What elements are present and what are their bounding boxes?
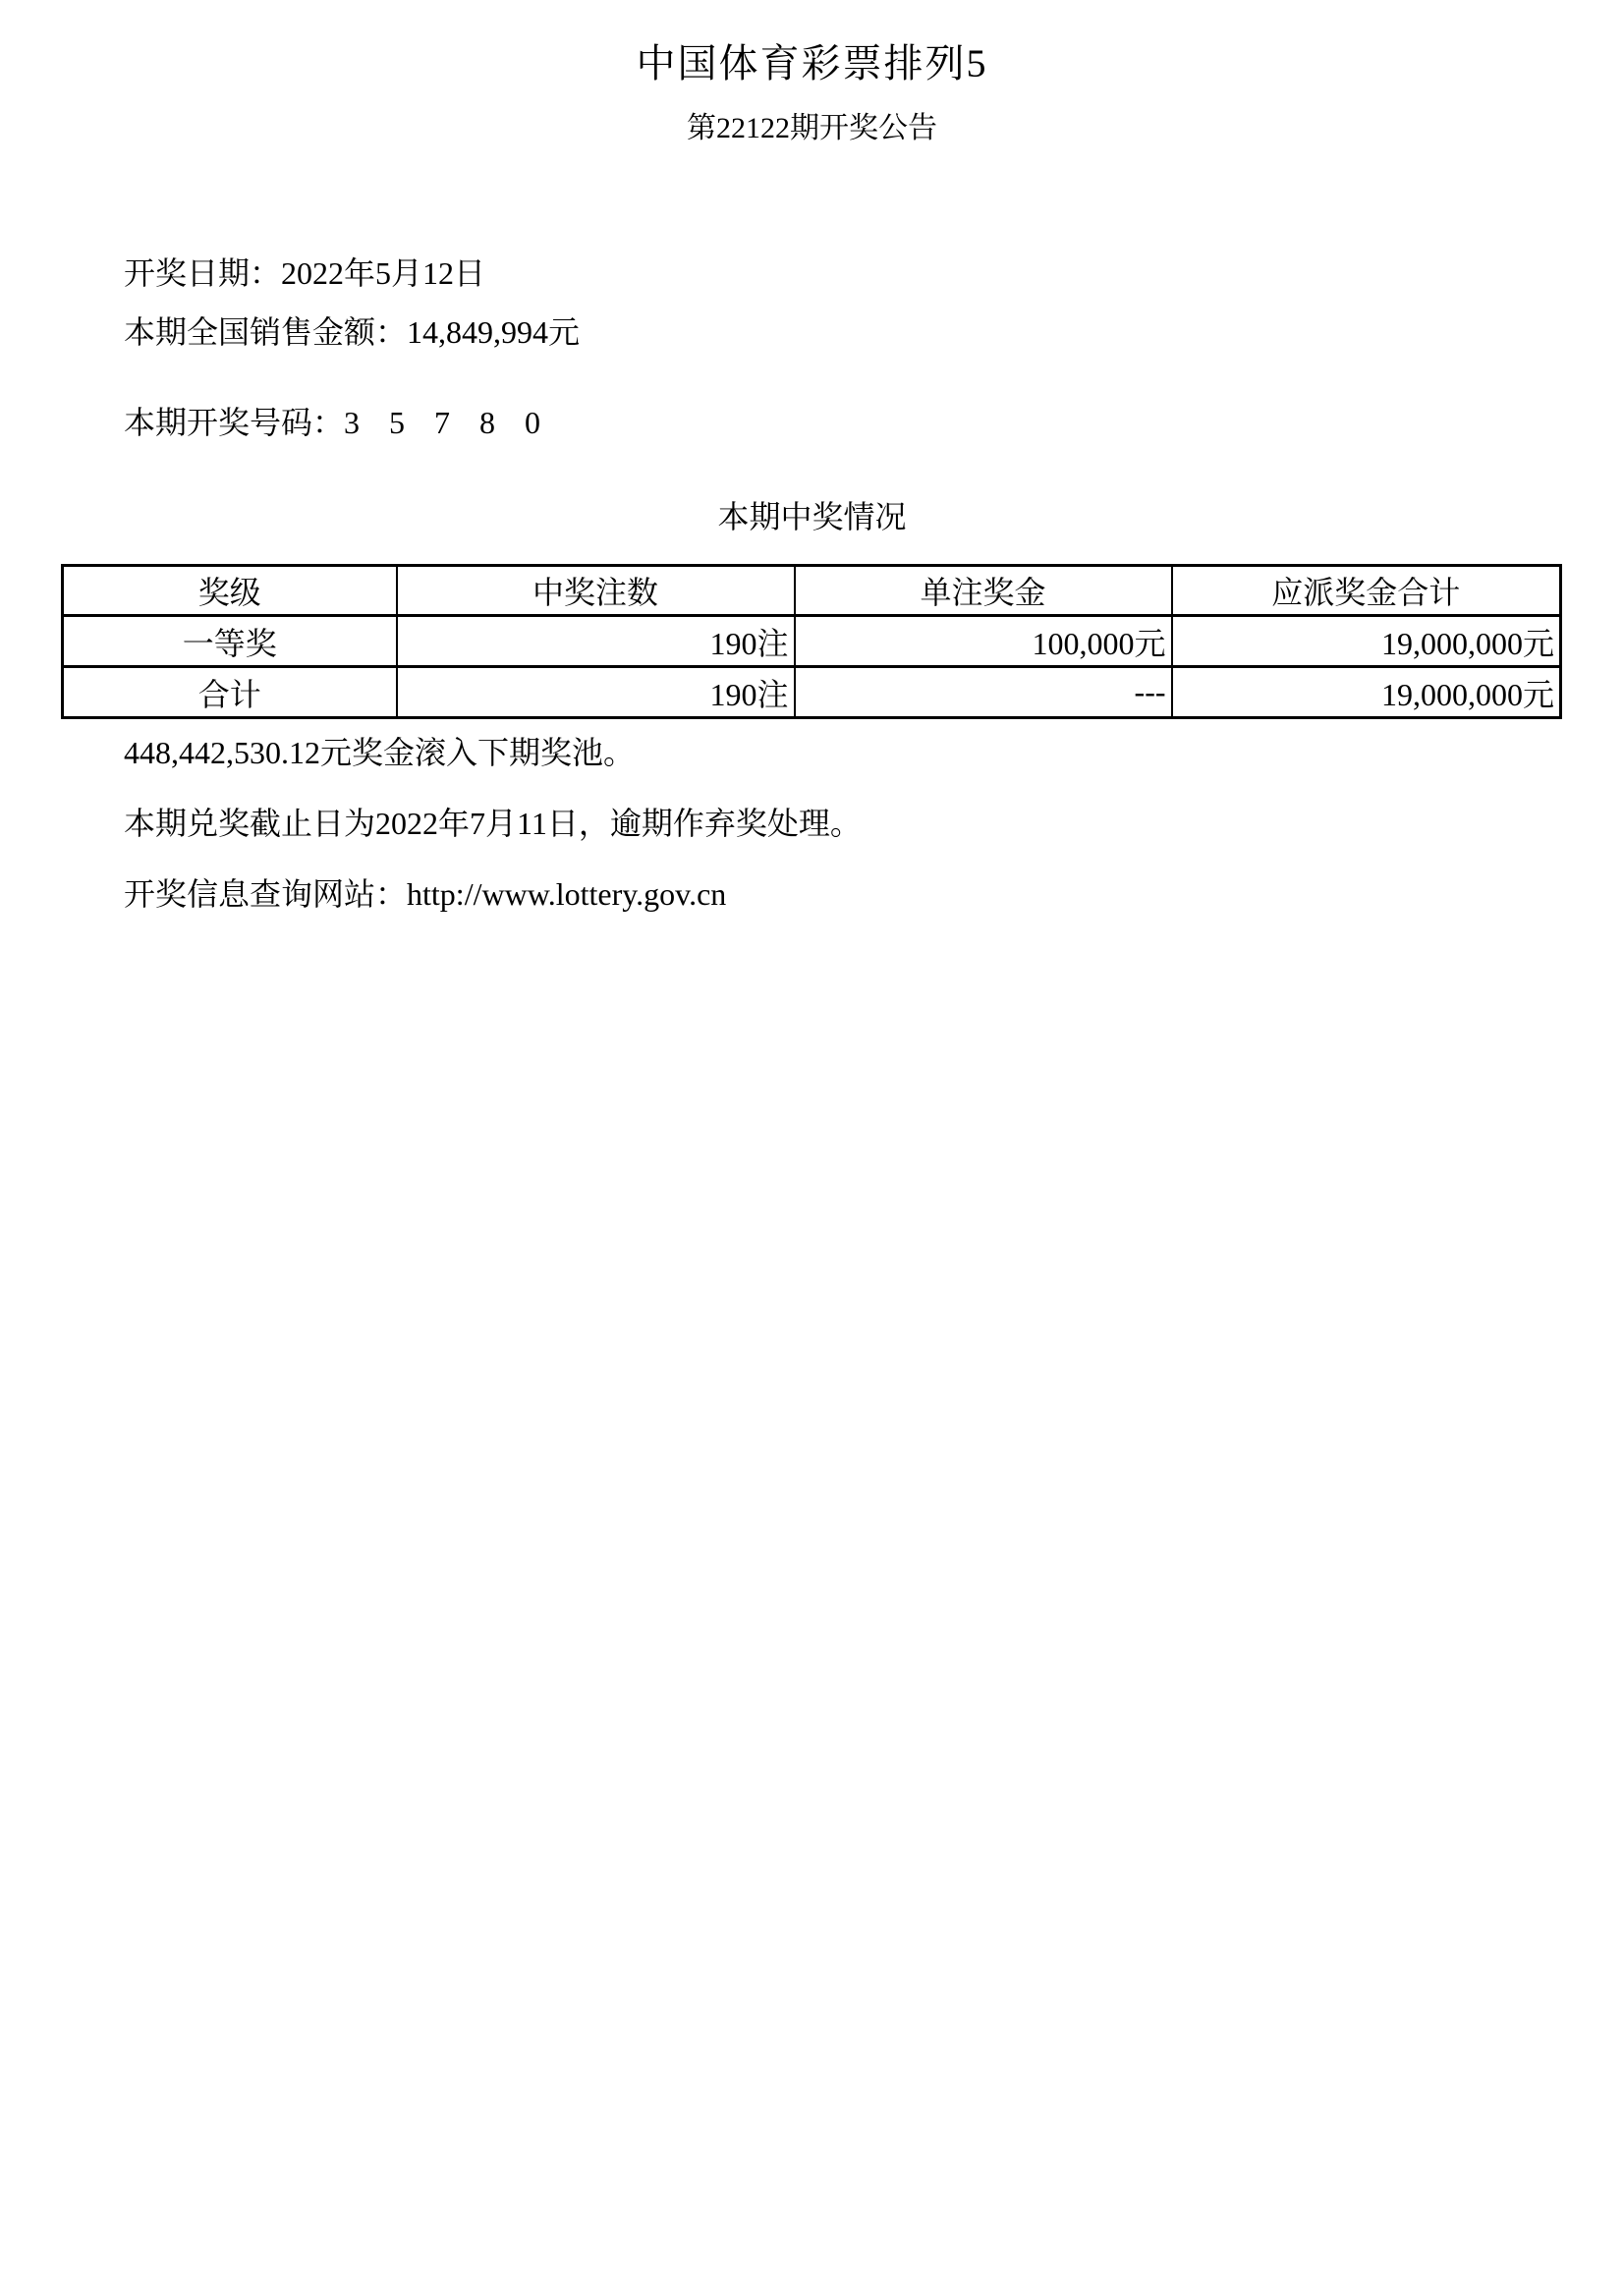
cell-winner-count: 190注 xyxy=(397,667,795,718)
deadline-line: 本期兑奖截止日为2022年7月11日，逾期作弃奖处理。 xyxy=(124,806,862,841)
winning-numbers-line xyxy=(124,401,542,444)
results-table xyxy=(61,564,1562,719)
sales-amount-line: 本期全国销售金额：14,849,994元 xyxy=(124,314,581,350)
table-header-row xyxy=(63,566,1561,616)
issue-subtitle: 第22122期开奖公告 xyxy=(687,112,937,144)
winning-numbers-value: 3 5 7 8 0 xyxy=(344,405,543,440)
cell-total-payout: 19,000,000元 xyxy=(1172,616,1561,667)
draw-date-line: 开奖日期：2022年5月12日 xyxy=(124,255,486,291)
cell-total-payout: 19,000,000元 xyxy=(1172,667,1561,718)
column-header-prize-per-bet: 单注奖金 xyxy=(795,566,1172,616)
results-section-title: 本期中奖情况 xyxy=(717,499,907,534)
cell-prize-per-bet: 100,000元 xyxy=(795,616,1172,667)
column-header-prize-level: 奖级 xyxy=(63,566,397,616)
column-header-winner-count: 中奖注数 xyxy=(397,566,795,616)
cell-winner-count: 190注 xyxy=(397,616,795,667)
cell-prize-level: 一等奖 xyxy=(63,616,397,667)
rollover-line: 448,442,530.12元奖金滚入下期奖池。 xyxy=(124,735,636,770)
website-label: 开奖信息查询网站： xyxy=(124,876,408,912)
column-header-total-payout: 应派奖金合计 xyxy=(1172,566,1561,616)
cell-prize-per-bet: --- xyxy=(795,667,1172,718)
table-row-total xyxy=(63,667,1561,718)
page-title: 中国体育彩票排列5 xyxy=(636,41,988,85)
table-row-first-prize xyxy=(63,616,1561,667)
cell-prize-level: 合计 xyxy=(63,667,397,718)
website-line xyxy=(124,872,726,916)
website-url: http://www.lottery.gov.cn xyxy=(407,876,727,912)
winning-numbers-label: 本期开奖号码： xyxy=(124,405,345,440)
